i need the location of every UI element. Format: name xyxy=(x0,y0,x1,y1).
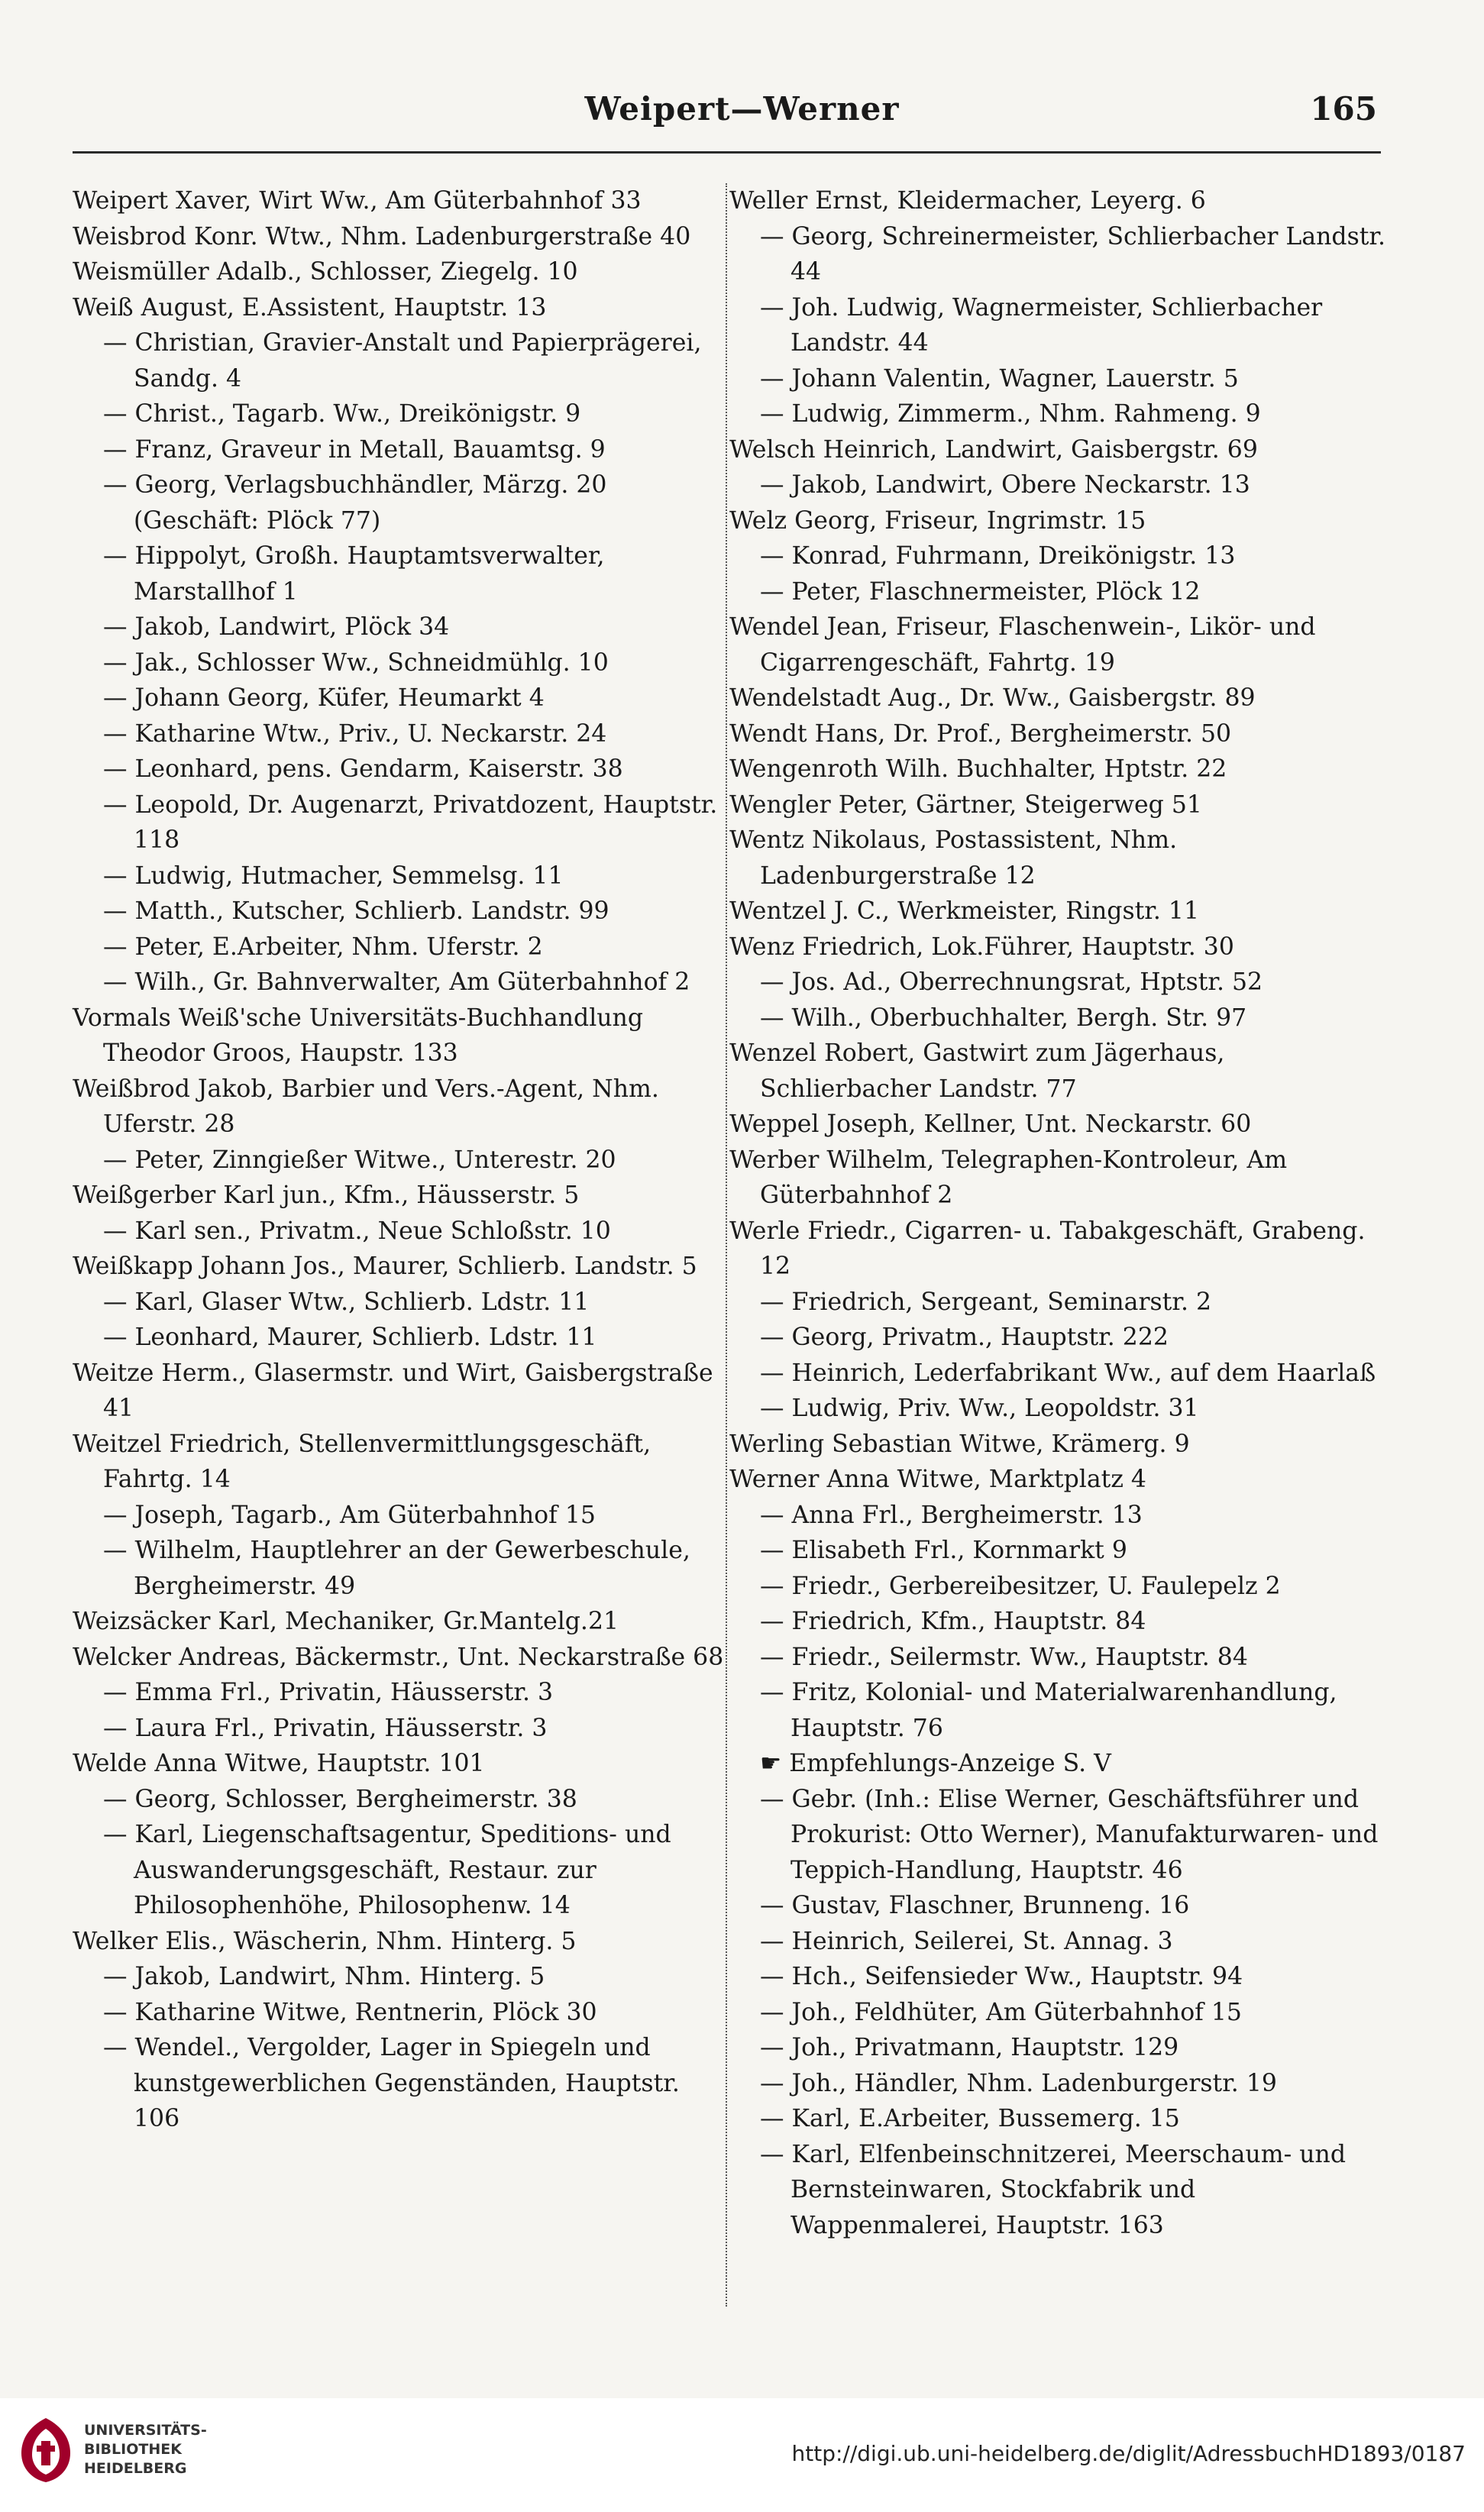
directory-entry: — Karl, Liegenschaftsagentur, Speditions- und Auswanderungsgeschäft, Restaur. zur Philosophenhöhe, Philosophenw. 14 xyxy=(103,1821,671,1919)
directory-entry: — Joh., Feldhüter, Am Güterbahnhof 15 xyxy=(760,1998,1242,2026)
directory-entry: — Christian, Gravier-Anstalt und Papierprägerei, Sandg. 4 xyxy=(103,329,702,393)
directory-entry: — Heinrich, Seilerei, St. Annag. 3 xyxy=(760,1927,1173,1955)
directory-entry: Wendt Hans, Dr. Prof., Bergheimerstr. 50 xyxy=(729,719,1232,748)
directory-entry: Weißkapp Johann Jos., Maurer, Schlierb. Landstr. 5 xyxy=(73,1253,697,1280)
directory-entry: Weißbrod Jakob, Barbier und Vers.-Agent, Nhm. Uferstr. 28 xyxy=(73,1075,659,1138)
directory-entry: Werle Friedr., Cigarren- u. Tabakgeschäft, Grabeng. 12 xyxy=(729,1217,1366,1280)
directory-entry: Welker Elis., Wäscherin, Nhm. Hinterg. 5 xyxy=(73,1927,577,1955)
directory-entry: — Georg, Schlosser, Bergheimerstr. 38 xyxy=(103,1785,577,1813)
viewer-footer xyxy=(0,2398,1484,2512)
university-seal-icon xyxy=(15,2415,76,2484)
directory-entry: Welsch Heinrich, Landwirt, Gaisbergstr. 69 xyxy=(729,435,1258,464)
directory-entry: Weizsäcker Karl, Mechaniker, Gr.Mantelg.21 xyxy=(73,1608,619,1635)
directory-entry: Weitze Herm., Glasermstr. und Wirt, Gaisbergstraße 41 xyxy=(73,1359,713,1422)
directory-entry: Weißgerber Karl jun., Kfm., Häusserstr. 5 xyxy=(73,1182,580,1209)
directory-entry: — Ludwig, Zimmerm., Nhm. Rahmeng. 9 xyxy=(760,400,1261,428)
directory-entry: — Wilh., Oberbuchhalter, Bergh. Str. 97 xyxy=(760,1004,1247,1032)
directory-entry: Weipert Xaver, Wirt Ww., Am Güterbahnhof 33 xyxy=(73,187,642,215)
column-divider xyxy=(726,183,727,2307)
directory-entry: Wengler Peter, Gärtner, Steigerweg 51 xyxy=(729,790,1202,819)
directory-entry: Wentzel J. C., Werkmeister, Ringstr. 11 xyxy=(729,897,1199,925)
page-title: Weipert—Werner xyxy=(584,90,900,128)
directory-entry: — Wilhelm, Hauptlehrer an der Gewerbeschule, Bergheimerstr. 49 xyxy=(103,1537,690,1600)
page-header xyxy=(0,90,1484,136)
library-name-line: UNIVERSITÄTS- xyxy=(84,2422,207,2439)
directory-entry: — Hch., Seifensieder Ww., Hauptstr. 94 xyxy=(760,1963,1243,1990)
directory-entry: — Georg, Privatm., Hauptstr. 222 xyxy=(760,1324,1169,1351)
library-name xyxy=(84,2421,207,2478)
directory-entry: — Jakob, Landwirt, Obere Neckarstr. 13 xyxy=(760,471,1250,499)
directory-entry: — Karl, Glaser Wtw., Schlierb. Ldstr. 11 xyxy=(103,1288,590,1316)
directory-entry: Weismüller Adalb., Schlosser, Ziegelg. 10 xyxy=(73,258,578,286)
directory-entry: — Peter, E.Arbeiter, Nhm. Uferstr. 2 xyxy=(103,933,543,961)
directory-entry: — Katharine Witwe, Rentnerin, Plöck 30 xyxy=(103,1998,597,2026)
directory-entry: — Jak., Schlosser Ww., Schneidmühlg. 10 xyxy=(103,648,609,677)
page-number: 165 xyxy=(1310,90,1377,128)
directory-entry: Weppel Joseph, Kellner, Unt. Neckarstr. 60 xyxy=(729,1111,1252,1138)
directory-entry: Welcker Andreas, Bäckermstr., Unt. Neckarstraße 68 xyxy=(73,1643,724,1671)
directory-entry: — Gebr. (Inh.: Elise Werner, Geschäftsführer und Prokurist: Otto Werner), Manufakturwaren- und Teppich-Handlung, Hauptstr. 46 xyxy=(760,1785,1379,1884)
directory-entry: — Johann Valentin, Wagner, Lauerstr. 5 xyxy=(760,364,1239,393)
directory-entry: — Katharine Wtw., Priv., U. Neckarstr. 24 xyxy=(103,719,607,748)
right-column xyxy=(729,183,1386,2243)
directory-entry: — Konrad, Fuhrmann, Dreikönigstr. 13 xyxy=(760,542,1236,570)
directory-entry: — Leonhard, pens. Gendarm, Kaiserstr. 38 xyxy=(103,755,623,783)
directory-entry: Weisbrod Konr. Wtw., Nhm. Ladenburgerstraße 40 xyxy=(73,222,691,251)
directory-entry: Werber Wilhelm, Telegraphen-Kontroleur, Am Güterbahnhof 2 xyxy=(729,1146,1288,1209)
directory-entry: — Gustav, Flaschner, Brunneng. 16 xyxy=(760,1892,1190,1919)
directory-entry: Weller Ernst, Kleidermacher, Leyerg. 6 xyxy=(729,187,1206,215)
directory-entry: — Hippolyt, Großh. Hauptamtsverwalter, Marstallhof 1 xyxy=(103,542,605,606)
directory-entry: Vormals Weiß'sche Universitäts-Buchhandlung Theodor Groos, Haupstr. 133 xyxy=(73,1004,644,1067)
directory-entry: — Franz, Graveur in Metall, Bauamtsg. 9 xyxy=(103,435,606,464)
directory-entry: — Karl, Elfenbeinschnitzerei, Meerschaum- und Bernsteinwaren, Stockfabrik und Wappenmalerei, Hauptstr. 163 xyxy=(760,2140,1346,2239)
directory-entry: — Georg, Verlagsbuchhändler, Märzg. 20 (Geschäft: Plöck 77) xyxy=(103,471,607,535)
left-column xyxy=(73,183,729,2137)
directory-entry: Weiß August, E.Assistent, Hauptstr. 13 xyxy=(73,293,547,322)
directory-entry: — Friedr., Seilermstr. Ww., Hauptstr. 84 xyxy=(760,1643,1248,1671)
directory-entry: — Friedr., Gerbereibesitzer, U. Faulepelz 2 xyxy=(760,1572,1281,1600)
header-rule xyxy=(73,151,1381,154)
library-name-line: HEIDELBERG xyxy=(84,2460,187,2477)
directory-entry: — Johann Georg, Küfer, Heumarkt 4 xyxy=(103,684,545,712)
directory-entry: — Ludwig, Priv. Ww., Leopoldstr. 31 xyxy=(760,1395,1199,1422)
directory-entry: — Jos. Ad., Oberrechnungsrat, Hptstr. 52 xyxy=(760,968,1263,996)
directory-entry: — Wendel., Vergolder, Lager in Spiegeln und kunstgewerblichen Gegenständen, Hauptstr. 106 xyxy=(103,2034,680,2132)
directory-entry: — Fritz, Kolonial- und Materialwarenhandlung, Hauptstr. 76 xyxy=(760,1679,1337,1742)
directory-entry: — Anna Frl., Bergheimerstr. 13 xyxy=(760,1501,1143,1529)
directory-entry: Werner Anna Witwe, Marktplatz 4 xyxy=(729,1466,1146,1493)
directory-entry: — Joh., Privatmann, Hauptstr. 129 xyxy=(760,2034,1179,2061)
directory-entry: — Jakob, Landwirt, Plöck 34 xyxy=(103,613,450,641)
directory-entry: Welz Georg, Friseur, Ingrimstr. 15 xyxy=(729,506,1146,535)
directory-entry: — Karl sen., Privatm., Neue Schloßstr. 10 xyxy=(103,1217,611,1245)
advertisement-reference: ☛ Empfehlungs-Anzeige S. V xyxy=(760,1750,1111,1777)
directory-entry: — Laura Frl., Privatin, Häusserstr. 3 xyxy=(103,1714,548,1742)
directory-entry: — Peter, Flaschnermeister, Plöck 12 xyxy=(760,577,1201,606)
directory-entry: — Ludwig, Hutmacher, Semmelsg. 11 xyxy=(103,862,564,890)
directory-entry: — Leopold, Dr. Augenarzt, Privatdozent, Hauptstr. 118 xyxy=(103,790,718,854)
directory-entry: — Friedrich, Sergeant, Seminarstr. 2 xyxy=(760,1288,1212,1316)
directory-entry: Wentz Nikolaus, Postassistent, Nhm. Ladenburgerstraße 12 xyxy=(729,826,1178,890)
directory-entry: — Wilh., Gr. Bahnverwalter, Am Güterbahnhof 2 xyxy=(103,968,690,996)
directory-entry: — Joh., Händler, Nhm. Ladenburgerstr. 19 xyxy=(760,2069,1277,2097)
directory-entry: Welde Anna Witwe, Hauptstr. 101 xyxy=(73,1750,485,1777)
directory-entry: — Jakob, Landwirt, Nhm. Hinterg. 5 xyxy=(103,1963,545,1990)
source-url[interactable]: http://digi.ub.uni-heidelberg.de/diglit/AdressbuchHD1893/0187 xyxy=(791,2441,1466,2466)
directory-entry: — Friedrich, Kfm., Hauptstr. 84 xyxy=(760,1608,1146,1635)
library-name-line: BIBLIOTHEK xyxy=(84,2441,182,2458)
directory-entry: — Karl, E.Arbeiter, Bussemerg. 15 xyxy=(760,2105,1180,2132)
directory-entry: Wengenroth Wilh. Buchhalter, Hptstr. 22 xyxy=(729,755,1227,783)
directory-entry: Werling Sebastian Witwe, Krämerg. 9 xyxy=(729,1430,1190,1458)
directory-entry: — Peter, Zinngießer Witwe., Unterestr. 20 xyxy=(103,1146,616,1174)
directory-entry: — Matth., Kutscher, Schlierb. Landstr. 99 xyxy=(103,897,609,925)
directory-entry: Wendelstadt Aug., Dr. Ww., Gaisbergstr. 89 xyxy=(729,684,1256,712)
directory-entry: — Joseph, Tagarb., Am Güterbahnhof 15 xyxy=(103,1501,596,1529)
directory-entry: Wenzel Robert, Gastwirt zum Jägerhaus, Schlierbacher Landstr. 77 xyxy=(729,1039,1225,1103)
directory-entry: — Emma Frl., Privatin, Häusserstr. 3 xyxy=(103,1679,554,1706)
directory-entry: — Leonhard, Maurer, Schlierb. Ldstr. 11 xyxy=(103,1324,597,1351)
directory-entry: — Georg, Schreinermeister, Schlierbacher Landstr. 44 xyxy=(760,222,1385,286)
directory-entry: Weitzel Friedrich, Stellenvermittlungsgeschäft, Fahrtg. 14 xyxy=(73,1430,651,1493)
directory-entry: Wenz Friedrich, Lok.Führer, Hauptstr. 30 xyxy=(729,933,1234,961)
directory-entry: — Christ., Tagarb. Ww., Dreikönigstr. 9 xyxy=(103,400,581,428)
directory-entry: — Joh. Ludwig, Wagnermeister, Schlierbacher Landstr. 44 xyxy=(760,293,1323,357)
directory-entry: — Elisabeth Frl., Kornmarkt 9 xyxy=(760,1537,1127,1564)
directory-entry: — Heinrich, Lederfabrikant Ww., auf dem Haarlaß xyxy=(760,1359,1376,1387)
directory-entry: Wendel Jean, Friseur, Flaschenwein-, Likör- und Cigarrengeschäft, Fahrtg. 19 xyxy=(729,613,1316,677)
